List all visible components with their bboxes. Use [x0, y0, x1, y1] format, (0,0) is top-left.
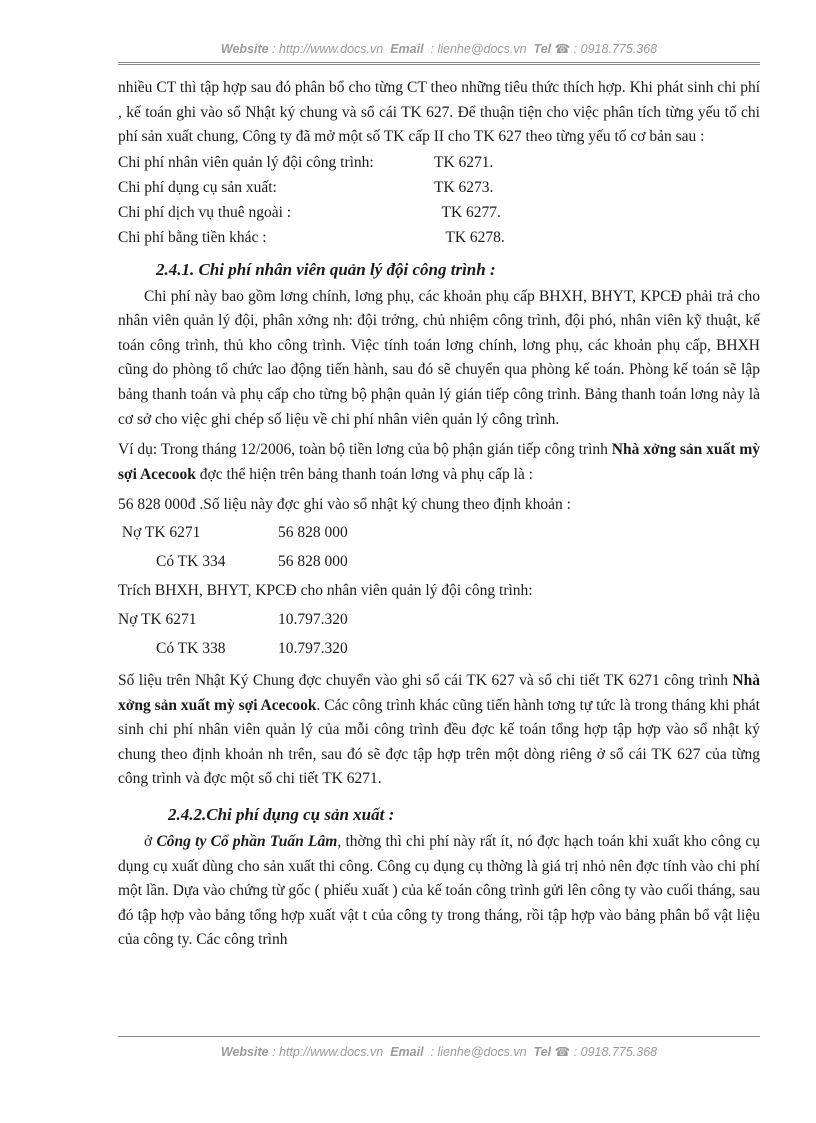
header-website-label: Website [220, 42, 269, 56]
account-label: Chi phí bằng tiền khác : [118, 229, 267, 247]
paragraph-staff-cost: Chi phí này bao gồm lơng chính, lơng phụ, các khoản phụ cấp BHXH, BHYT, KPCĐ phải trả cho nhân viên quản lý đội, phân xởng nh: đội trởng, chủ nhiệm công trình, đội phó, nhân viên kỹ thuật, kế toán công trình, thủ kho công trình. Việc tính toán lơng chính, lơng phụ, các khoản phụ cấp, BHXH cũng do phòng tổ chức lao động tiến hành, sau đó sẽ chuyển qua phòng kế toán. Phòng kế toán sẽ lập bảng thanh toán và phụ cấp cho từng bộ phận quản lý gián tiếp công trình. Bảng thanh toán lơng này là cơ sở cho việc ghi chép số liệu về chi phí nhân viên quản lý công trình. [118, 287, 760, 428]
page-footer [118, 1044, 760, 1059]
account-row [118, 225, 760, 250]
account-code: TK 6278. [434, 229, 505, 247]
levy-line: Trích BHXH, BHYT, KPCĐ cho nhân viên quản lý đội công trình: [118, 581, 533, 599]
entry-account: Có TK 334 [156, 552, 226, 570]
page-header [118, 41, 760, 56]
header-email-value[interactable]: : lienhe@docs.vn [430, 42, 527, 56]
account-row [118, 175, 760, 200]
section-heading-2-4-1: 2.4.1. Chi phí nhân viên quản lý đội công trình : [156, 259, 496, 279]
footer-email-value[interactable]: : lienhe@docs.vn [430, 1045, 527, 1059]
header-email-label: Email [390, 42, 424, 56]
account-label: Chi phí nhân viên quản lý đội công trình: [118, 153, 374, 171]
tools-text-a: ở [144, 832, 157, 850]
entry-account: Có TK 338 [156, 639, 226, 657]
account-code: TK 6273. [434, 178, 494, 196]
example-project-name: Nhà xởng sản xuất mỳ sợi Acecook [118, 441, 760, 483]
entry-amount: 10.797.320 [278, 639, 348, 657]
tools-text-b: , thờng thì chi phí này rất ít, nó đợc hạch toán khi xuất kho công cụ dụng cụ xuất dùng cho sản xuất thi công. Công cụ dụng cụ thờng là giá trị nhỏ nên đợc tính vào chi phí một lần. Dựa vào chứng từ gốc ( phiếu xuất ) của kế toán công trình gửi lên công ty vào cuối tháng, sau đó tập hợp vào bảng tổng hợp xuất vật t của công ty trong tháng, rồi tập hợp vào bảng phân bổ vật liệu của công ty. Các công trình [118, 832, 760, 949]
footer-website-url[interactable]: : http://www.docs.vn [272, 1045, 384, 1059]
account-label: Chi phí dịch vụ thuê ngoài : [118, 204, 292, 222]
section-heading-2-4-2: 2.4.2.Chi phí dụng cụ sản xuất : [168, 804, 395, 824]
footer-website-label: Website [220, 1045, 269, 1059]
account-label: Chi phí dụng cụ sản xuất: [118, 178, 277, 196]
ledger-text-a: Số liệu trên Nhật Ký Chung đợc chuyển vào ghi sổ cái TK 627 và sổ chi tiết TK 6271 công trình [118, 671, 733, 689]
account-row [118, 150, 760, 175]
footer-email-label: Email [390, 1045, 424, 1059]
ledger-project-name: Nhà xởng sản xuất mỳ sợi Acecook [118, 671, 760, 714]
footer-tel-label: Tel [533, 1045, 552, 1059]
paragraph-ledger-transfer [118, 669, 760, 792]
journal-entry-1 [118, 518, 760, 576]
header-tel-value: ☎ : 0918.775.368 [554, 42, 658, 56]
intro-paragraph: nhiều CT thì tập hợp sau đó phân bổ cho từng CT theo những tiêu thức thích hợp. Khi phát sinh chi phí , kế toán ghi vào sổ Nhật ký chung và sổ cái TK 627. Để thuận tiện cho việc phân tích từng yếu tố chi phí sản xuất chung, Công ty đã mở một số TK cấp II cho TK 627 theo từng yếu tố cơ bản sau : [118, 79, 760, 146]
account-code: TK 6271. [434, 153, 494, 171]
footer-divider [118, 1036, 760, 1037]
entry-row-debit [118, 518, 760, 547]
entry-amount: 56 828 000 [278, 523, 348, 541]
header-tel-label: Tel [533, 42, 552, 56]
example-text-b: đợc thể hiện trên bảng thanh toán lơng và phụ cấp là : [195, 465, 533, 483]
entry-account: Nợ TK 6271 [118, 610, 197, 628]
header-website-url[interactable]: : http://www.docs.vn [272, 42, 384, 56]
entry-amount: 56 828 000 [278, 552, 348, 570]
paragraph-tools-cost [118, 830, 760, 953]
footer-tel-value: ☎ : 0918.775.368 [554, 1045, 658, 1059]
document-body [118, 76, 760, 953]
example-text-a: Ví dụ: Trong tháng 12/2006, toàn bộ tiền lơng của bộ phận gián tiếp công trình [118, 441, 612, 459]
entry-row-credit [118, 634, 760, 663]
company-name: Công ty Cổ phần Tuấn Lâm [156, 832, 338, 850]
entry-row-credit [118, 547, 760, 576]
account-row [118, 200, 760, 225]
entry-account: Nợ TK 6271 [118, 523, 201, 541]
example-paragraph [118, 438, 760, 487]
header-divider [118, 62, 760, 65]
entry-row-debit [118, 605, 760, 634]
example-amount-line: 56 828 000đ .Số liệu này đợc ghi vào sổ nhật ký chung theo định khoản : [118, 496, 571, 514]
ledger-text-b: . Các công trình khác cũng tiến hành tơng tự tức là trong tháng khi phát sinh chi phí nhân viên quản lý của mỗi công trình đều đợc kế toán tổng hợp tập hợp vào sổ nhật ký chung theo định khoản nh trên, sau đó sẽ đợc tập hợp trên một dòng riêng ở sổ cái TK 627 của từng công trình và đợc một sổ chi tiết TK 6271. [118, 696, 760, 788]
entry-amount: 10.797.320 [278, 610, 348, 628]
account-code: TK 6277. [434, 204, 501, 222]
journal-entry-2 [118, 605, 760, 663]
account-list [118, 150, 760, 251]
